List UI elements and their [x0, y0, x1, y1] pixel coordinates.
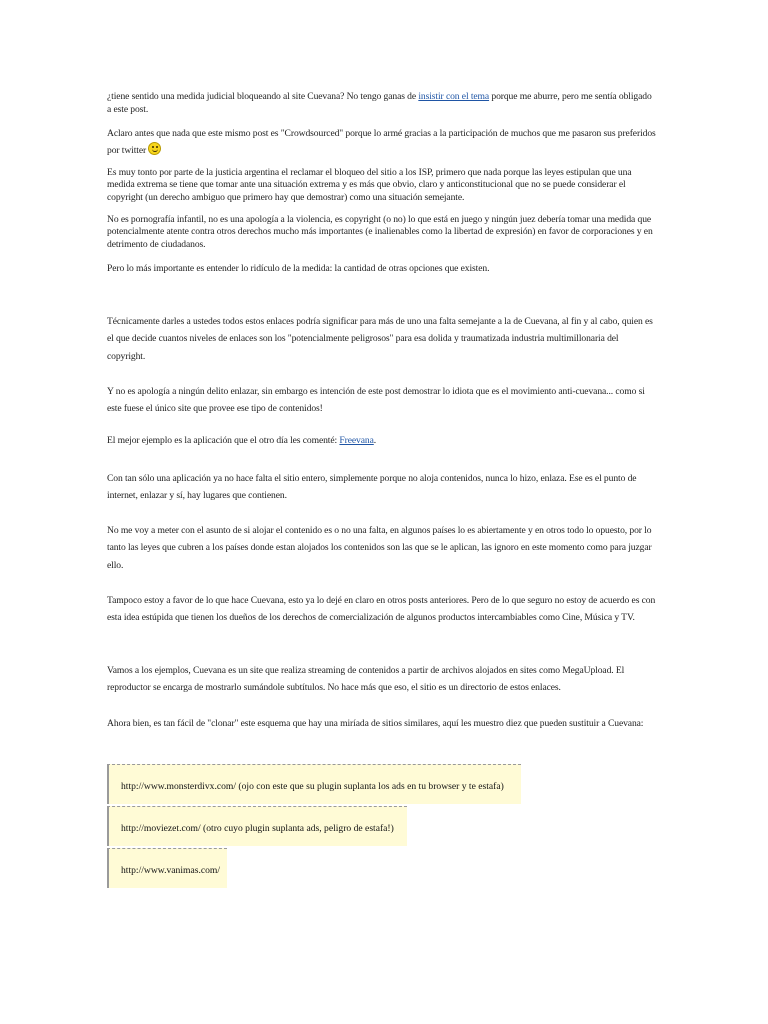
- site-url-monsterdivx[interactable]: http://www.monsterdivx.com/ (ojo con este que su plugin suplanta los ads en tu browser y te estafa): [121, 781, 504, 792]
- paragraph-ejemplo-end: .: [373, 435, 377, 446]
- paragraph-intro-text: ¿tiene sentido una medida judicial bloqueando al site Cuevana? No tengo ganas de: [107, 91, 419, 102]
- paragraph-intro: [107, 91, 657, 116]
- smiley-emoticon-icon: [148, 142, 161, 155]
- link-freevana[interactable]: Freevana: [339, 435, 374, 446]
- paragraph-tampoco: Tampoco estoy a favor de lo que hace Cuevana, esto ya lo dejé en claro en otros posts anteriores. Pero de lo que seguro no estoy de acuerdo es con esta idea estúpida que tienen los dueños de los derechos de comercialización de algunos productos intercambiables como Cine, Música y TV.: [107, 595, 656, 624]
- paragraph-importante: Pero lo más importante es entender lo ridículo de la medida: la cantidad de otras opciones que existen.: [107, 263, 490, 274]
- paragraph-tecnicamente: Técnicamente darles a ustedes todos estos enlaces podría significar para más de uno una falta semejante a la de Cuevana, al fin y al cabo, quien es el que decide cuantos niveles de enlaces son los "potencialmente peligrosos" para esa dolida y traumatizada industria multimillonaria del copyright.: [107, 316, 653, 362]
- paragraph-crowdsourced-text: Aclaro antes que nada que este mismo post es "Crowdsourced" porque lo armé gracias a la participación de muchos que me pasaron sus preferidos por twitter: [107, 128, 656, 156]
- link-insistir[interactable]: insistir con el tema: [418, 91, 490, 102]
- site-list-item: [107, 806, 407, 846]
- paragraph-clonar: Ahora bien, es tan fácil de "clonar" este esquema que hay una miríada de sitios similares, aquí les muestro diez que pueden sustituir a Cuevana:: [107, 718, 644, 729]
- site-url-vanimas[interactable]: http://www.vanimas.com/: [121, 865, 221, 876]
- paragraph-crowdsourced: [107, 125, 657, 159]
- paragraph-apologia: Y no es apología a ningún delito enlazar, sin embargo es intención de este post demostrar lo idiota que es el movimiento anti-cuevana... como si este fuese el único site que provee ese tipo de contenidos!: [107, 386, 645, 415]
- paragraph-aplicacion: Con tan sólo una aplicación ya no hace falta el sitio entero, simplemente porque no aloja contenidos, nunca lo hizo, enlaza. Ese es el punto de internet, enlazar y sí, hay lugares que contienen.: [107, 473, 637, 502]
- paragraph-ejemplo-text: El mejor ejemplo es la aplicación que el otro día les comenté:: [107, 435, 340, 446]
- paragraph-ejemplo: [107, 435, 657, 448]
- paragraph-justicia: Es muy tonto por parte de la justicia argentina el reclamar el bloqueo del sitio a los ISP, primero que nada porque las leyes estipulan que una medida extrema se tiene que tomar ante una situación extrema y es más que obvio, claro y anticonstitucional que no se puede considerar el copyright (un derecho ambiguo que primero hay que demostrar) como una situación semejante.: [107, 167, 632, 203]
- paragraph-alojar: No me voy a meter con el asunto de si alojar el contenido es o no una falta, en algunos países lo es abiertamente y en otros todo lo opuesto, por lo tanto las leyes que cubren a los países donde estan alojados los contenidos son las que se le aplican, las ignoro en este momento como para juzgar ello.: [107, 525, 652, 571]
- paragraph-ejemplos: Vamos a los ejemplos, Cuevana es un site que realiza streaming de contenidos a partir de archivos alojados en sites como MegaUpload. El reproductor se encarga de mostrarlo sumándole subtítulos. No hace más que eso, el sitio es un directorio de estos enlaces.: [107, 665, 625, 694]
- paragraph-pornografia: No es pornografía infantil, no es una apología a la violencia, es copyright (o no) lo que está en juego y ningún juez debería tomar una medida que potencialmente atente contra otros derechos mucho más importantes (e inalienables como la libertad de expresión) en favor de corporaciones y en detrimento de ciudadanos.: [107, 214, 653, 250]
- paragraph-intro-end: porque me aburre, pero me sentía obligado a este post.: [107, 91, 652, 115]
- site-list-item: [107, 848, 227, 888]
- site-list-item: [107, 764, 521, 804]
- site-url-moviezet[interactable]: http://moviezet.com/ (otro cuyo plugin suplanta ads, peligro de estafa!): [121, 823, 394, 834]
